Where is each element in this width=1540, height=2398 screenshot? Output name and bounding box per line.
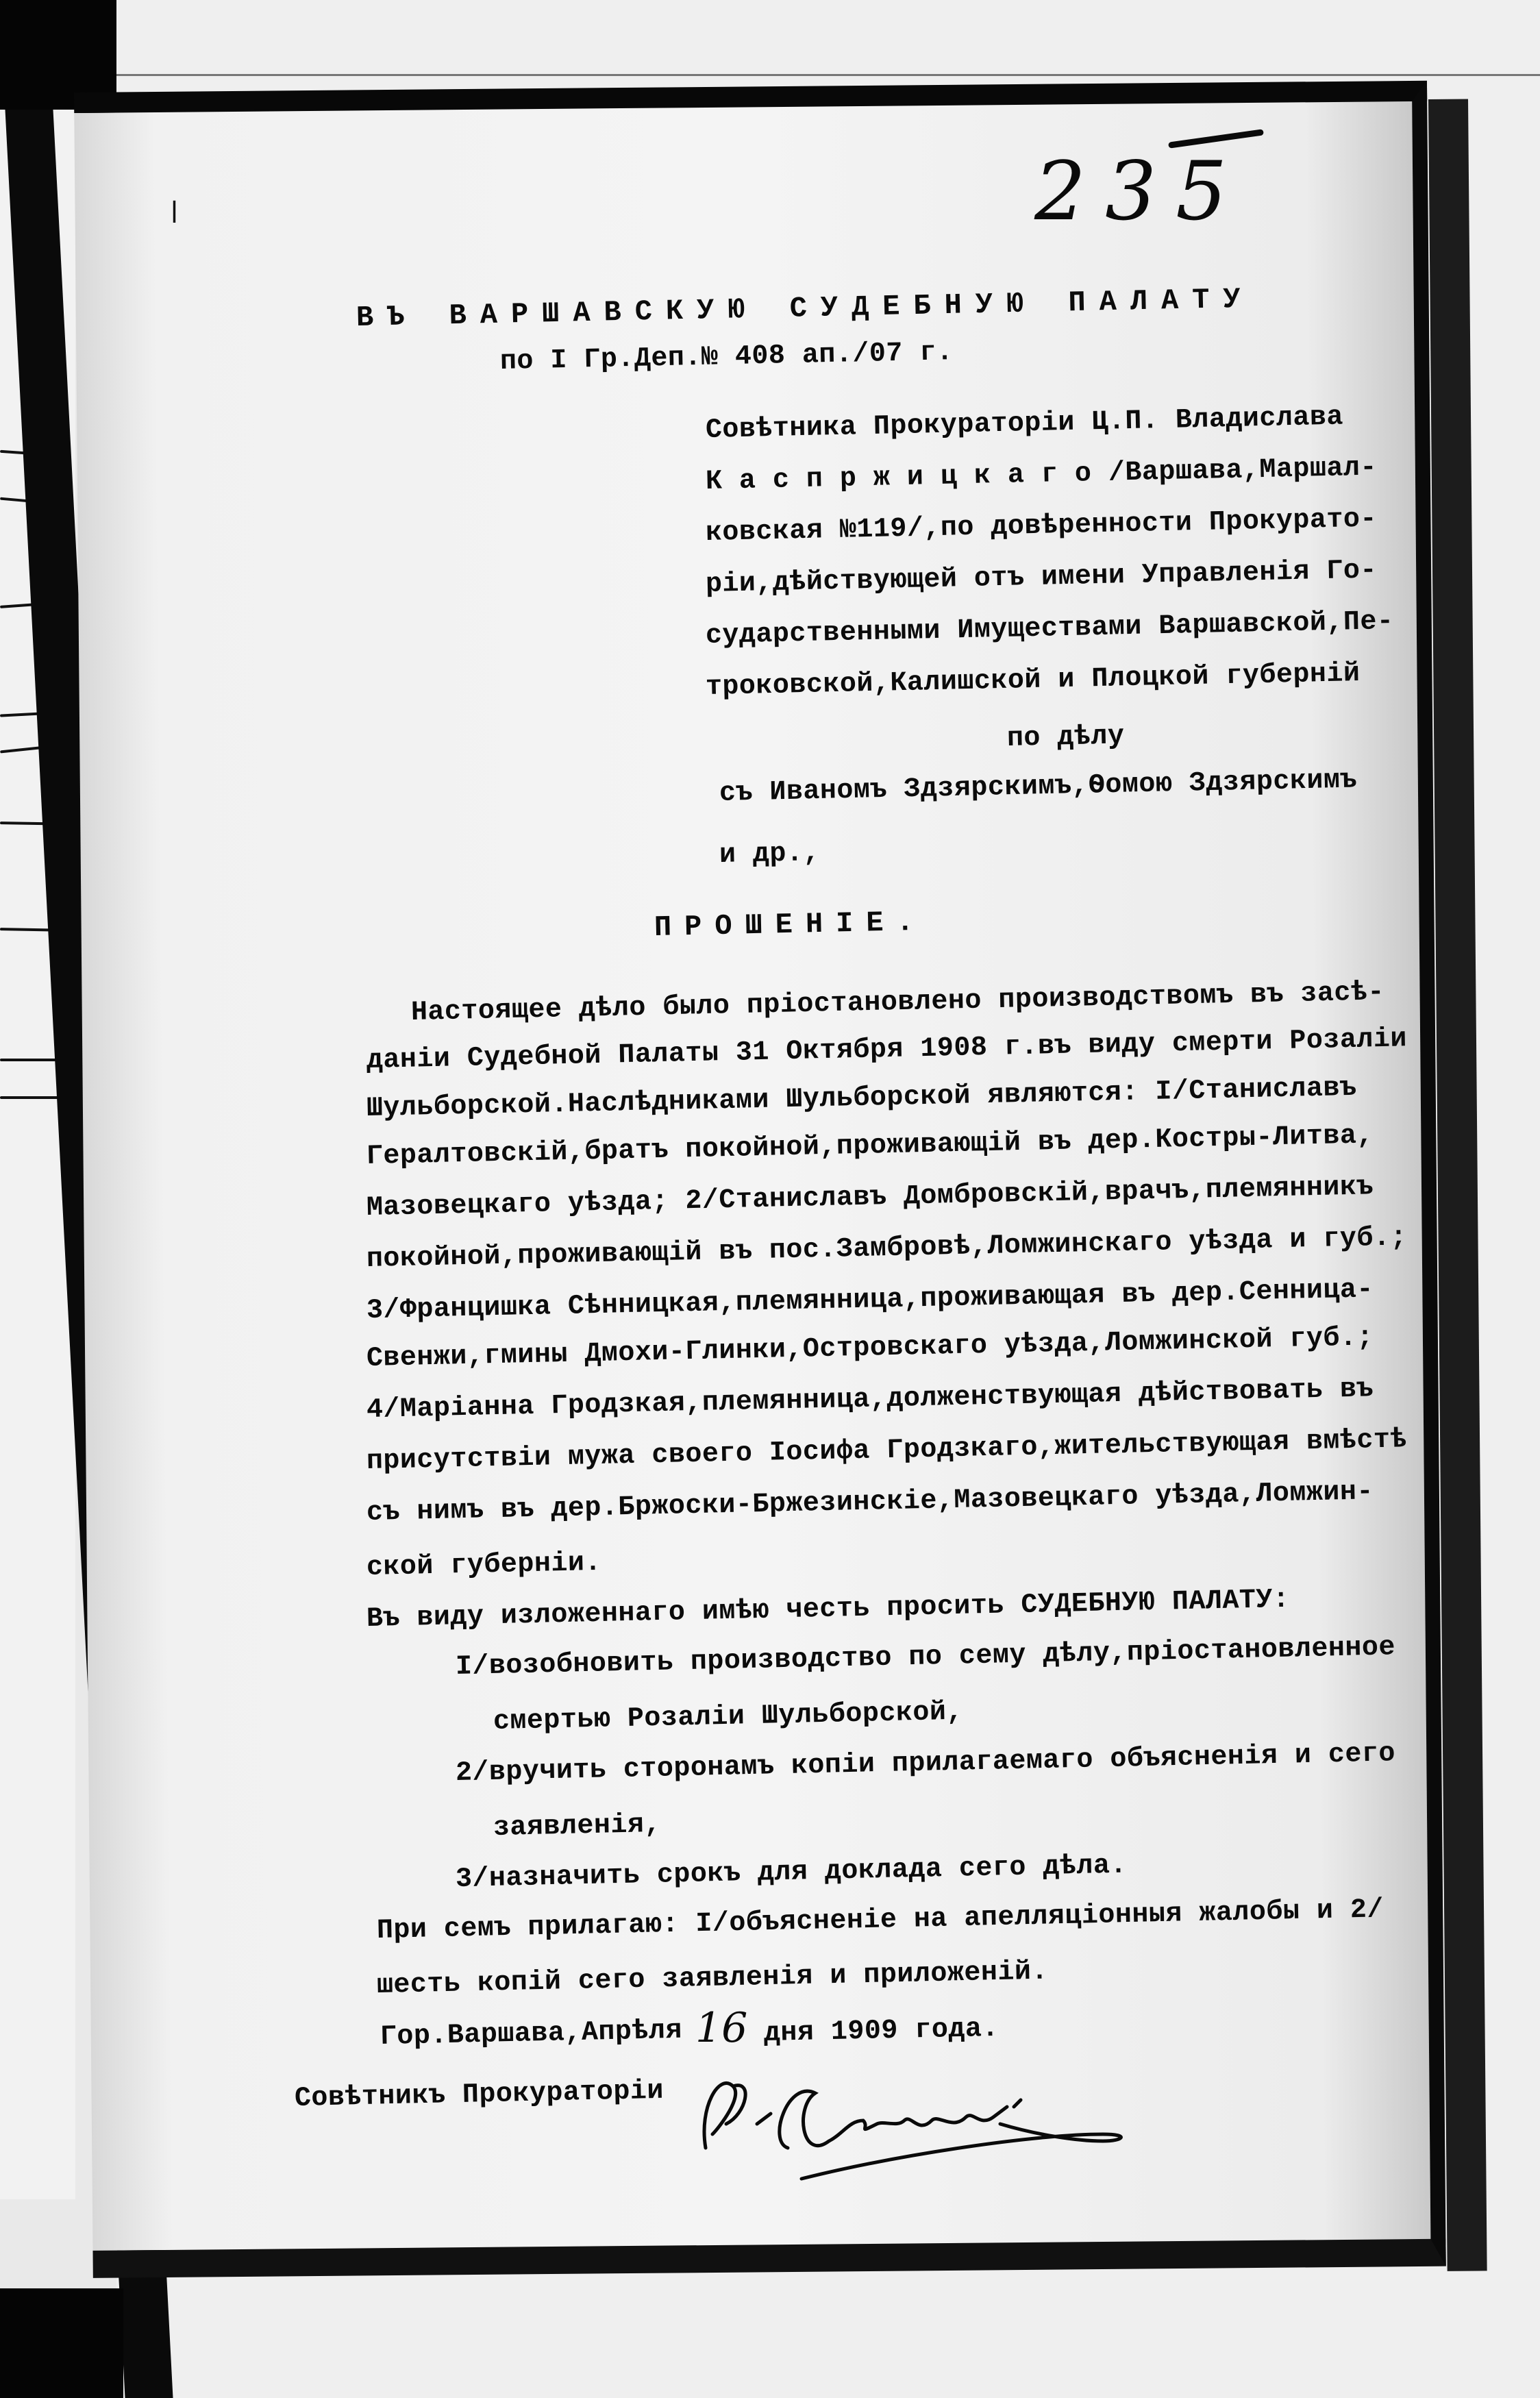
request-item: I/возобновить производство по сему дѣлу,пріостановленное — [455, 1632, 1396, 1683]
attachments-line: шесть копій сего заявленія и приложеній. — [376, 1956, 1049, 2001]
scan-border-bottom-left — [0, 2288, 123, 2398]
body-line: присутствіи мужа своего Іосифа Гродзкаго,жительствующая вмѣстѣ — [366, 1424, 1408, 1477]
parties-line: съ Иваномъ Здзярскимъ,Ѳомою Здзярскимъ — [719, 765, 1358, 809]
signature-flourish-icon — [692, 2066, 1171, 2182]
parties-line: и др., — [719, 837, 821, 871]
body-line: Шульборской.Наслѣдниками Шульборской являются: I/Станиславъ — [366, 1072, 1357, 1124]
attachments-line: При семъ прилагаю: I/объясненіе на апелляціонныя жалобы и 2/ — [376, 1894, 1384, 1946]
body-line: 3/Францишка Сѣнницкая,племянница,проживающая въ дер.Сенница- — [366, 1274, 1374, 1326]
petitioner-line: ковская №119/,по довѣренности Прокурато- — [705, 504, 1378, 549]
petitioner-line: ріи,дѣйствующей отъ имени Управленія Го- — [705, 555, 1378, 600]
petitioner-line: сударственными Имуществами Варшавской,Пе- — [705, 606, 1394, 652]
body-line: Свенжи,гмины Дмохи-Глинки,Островскаго уѣзда,Ломжинской губ.; — [366, 1322, 1374, 1374]
body-line: ской губерніи. — [366, 1547, 602, 1583]
margin-mark: ǀ — [170, 195, 179, 230]
date-suffix: дня 1909 года. — [763, 2013, 999, 2049]
handwritten-date-day: 16 — [695, 2004, 748, 2052]
background-sheet-edge-line — [116, 74, 1540, 76]
request-item: 3/назначить срокъ для доклада сего дѣла. — [455, 1850, 1128, 1895]
body-line: даніи Судебной Палаты 31 Октября 1908 г.въ виду смерти Розаліи — [366, 1024, 1408, 1076]
addressee-heading: ВЪ ВАРШАВСКУЮ СУДЕБНУЮ ПАЛАТУ — [356, 282, 1255, 334]
request-item-continuation: заявленія, — [493, 1809, 662, 1844]
request-item: 2/вручить сторонамъ копіи прилагаемаго объясненія и сего — [455, 1738, 1396, 1789]
date-prefix: Гор.Варшава,Апрѣля — [380, 2015, 683, 2053]
request-intro: Въ виду изложеннаго имѣю честь просить СУДЕБНУЮ ПАЛАТУ: — [366, 1584, 1290, 1635]
signatory-title: Совѣтникъ Прокураторіи — [294, 2075, 665, 2114]
signature — [692, 2066, 1171, 2182]
body-line: 4/Маріанна Гродзкая,племянница,долженствующая дѣйствовать въ — [366, 1374, 1374, 1426]
case-reference: по I Гр.Деп.№ 408 ап./07 г. — [499, 337, 954, 378]
body-line: Мазовецкаго уѣзда; 2/Станиславъ Домбровскій,врачъ,племянникъ — [366, 1172, 1374, 1224]
body-line: съ нимъ въ дер.Бржоски-Бржезинскіе,Мазовецкаго уѣзда,Ломжин- — [366, 1476, 1374, 1529]
folio-number: 235 — [1034, 144, 1247, 238]
body-line: Настоящее дѣло было пріостановлено производствомъ въ засѣ- — [410, 977, 1385, 1028]
petitioner-line: К а с п р ж и ц к а г о /Варшава,Маршал- — [705, 452, 1378, 497]
petitioner-line: троковской,Калишской и Плоцкой губерній — [705, 658, 1361, 703]
case-label: по дѣлу — [1006, 721, 1125, 754]
body-line: Гералтовскій,братъ покойной,проживающій въ дер.Костры-Литва, — [366, 1120, 1374, 1172]
petitioner-line: Совѣтника Прокураторіи Ц.П. Владислава — [705, 401, 1344, 446]
request-item-continuation: смертью Розаліи Шульборской, — [493, 1696, 964, 1738]
body-line: покойной,проживающій въ пос.Замбровѣ,Ломжинскаго уѣзда и губ.; — [366, 1222, 1408, 1275]
document-title: ПРОШЕНІЕ. — [654, 905, 928, 944]
